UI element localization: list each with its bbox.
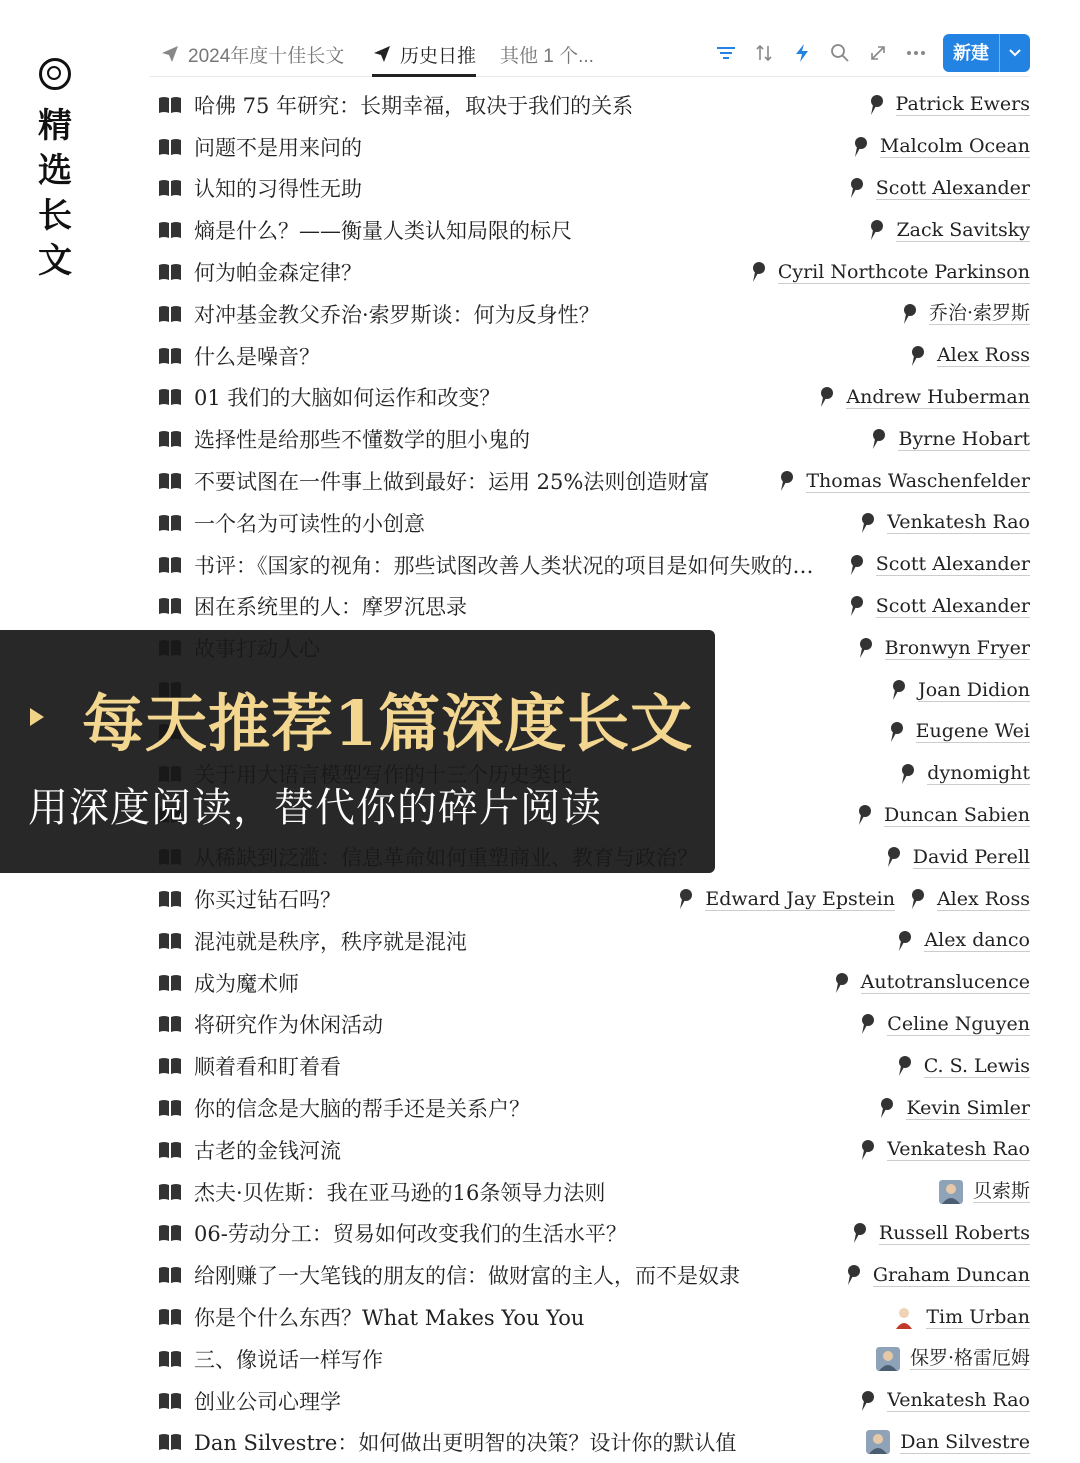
author-name: Zack Savitsky — [896, 219, 1030, 242]
book-icon — [158, 1099, 182, 1117]
person-pin-icon — [890, 679, 906, 701]
author-list — [852, 1430, 1030, 1454]
article-row[interactable] — [158, 335, 1030, 377]
author-tag[interactable] — [896, 929, 1030, 952]
person-pin-icon — [870, 428, 886, 450]
author-list — [874, 720, 1030, 743]
article-row[interactable] — [158, 293, 1030, 335]
book-icon — [158, 221, 182, 239]
author-avatar-icon — [892, 1305, 916, 1329]
book-icon — [158, 597, 182, 615]
person-pin-icon — [878, 1097, 894, 1119]
author-list — [845, 1389, 1030, 1412]
article-row[interactable] — [158, 1045, 1030, 1087]
author-name: Venkatesh Rao — [887, 1138, 1030, 1161]
article-title[interactable]: 书评：《国家的视角：那些试图改善人类状况的项目是如何失败的… — [194, 550, 814, 580]
person-pin-icon — [888, 721, 904, 743]
article-title[interactable]: 06-劳动分工：贸易如何改变我们的生活水平？ — [194, 1218, 627, 1248]
author-list — [845, 511, 1030, 534]
author-name: Edward Jay Epstein — [705, 888, 895, 911]
person-pin-icon — [909, 888, 925, 910]
book-icon — [158, 932, 182, 950]
article-title[interactable]: 一个名为可读性的小创意 — [194, 508, 425, 538]
author-tag[interactable] — [856, 804, 1030, 827]
article-row[interactable] — [158, 1213, 1030, 1255]
article-title[interactable]: 将研究作为休闲活动 — [194, 1009, 383, 1039]
author-tag[interactable] — [859, 1013, 1030, 1036]
author-name: Celine Nguyen — [887, 1013, 1030, 1036]
book-icon — [158, 1308, 182, 1326]
author-tag[interactable] — [901, 302, 1030, 325]
author-name: Scott Alexander — [876, 553, 1030, 576]
person-pin-icon — [857, 637, 873, 659]
author-tag[interactable] — [848, 595, 1030, 618]
article-row[interactable] — [158, 1171, 1030, 1213]
filter-icon[interactable] — [707, 36, 745, 70]
author-tag[interactable] — [845, 1264, 1030, 1287]
tab-top10[interactable] — [160, 34, 344, 74]
article-title[interactable]: 混沌就是秩序，秩序就是混沌 — [194, 926, 467, 956]
article-title[interactable]: 你是个什么东西？What Makes You You — [194, 1302, 584, 1332]
person-pin-icon — [818, 386, 834, 408]
author-tag[interactable] — [878, 1097, 1030, 1120]
person-pin-icon — [885, 846, 901, 868]
author-tag[interactable] — [778, 470, 1030, 493]
person-pin-icon — [859, 1013, 875, 1035]
promo-banner — [0, 630, 715, 873]
article-row[interactable] — [158, 460, 1030, 502]
person-pin-icon — [896, 1055, 912, 1077]
author-name: Scott Alexander — [876, 177, 1030, 200]
article-title[interactable]: 你的信念是大脑的帮手还是关系户？ — [194, 1093, 530, 1123]
author-tag[interactable] — [939, 1180, 1030, 1204]
author-name: Patrick Ewers — [896, 93, 1030, 116]
article-row[interactable] — [158, 126, 1030, 168]
book-icon — [158, 430, 182, 448]
author-list — [862, 1347, 1030, 1371]
author-tag[interactable] — [750, 261, 1030, 284]
book-icon — [158, 556, 182, 574]
author-name: Venkatesh Rao — [887, 1389, 1030, 1412]
author-list — [895, 344, 1030, 367]
author-list — [856, 428, 1030, 451]
banner-subline: 用深度阅读，替代你的碎片阅读 — [28, 776, 602, 833]
article-title[interactable]: 顺着看和盯着看 — [194, 1051, 341, 1081]
play-icon — [30, 708, 44, 726]
book-icon — [158, 1015, 182, 1033]
person-pin-icon — [845, 1264, 861, 1286]
author-tag[interactable] — [868, 219, 1030, 242]
author-tag[interactable] — [909, 888, 1030, 911]
author-list — [882, 929, 1030, 952]
person-pin-icon — [856, 804, 872, 826]
author-list — [837, 1222, 1030, 1245]
author-name: Kevin Simler — [906, 1097, 1030, 1120]
author-list — [663, 888, 1030, 911]
author-name: David Perell — [913, 846, 1030, 869]
author-tag[interactable] — [848, 553, 1030, 576]
article-row[interactable] — [158, 1380, 1030, 1422]
author-name: Venkatesh Rao — [887, 511, 1030, 534]
tab-more[interactable] — [500, 34, 594, 74]
author-list — [854, 93, 1030, 116]
article-row[interactable] — [158, 502, 1030, 544]
article-title[interactable]: 创业公司心理学 — [194, 1386, 341, 1416]
author-tag[interactable] — [899, 762, 1030, 785]
person-pin-icon — [909, 345, 925, 367]
article-title[interactable]: 困在系统里的人：摩罗沉思录 — [194, 591, 467, 621]
side-title-block — [30, 58, 80, 284]
author-tag[interactable] — [833, 971, 1030, 994]
book-icon — [158, 890, 182, 908]
person-pin-icon — [859, 1139, 875, 1161]
author-name: 贝索斯 — [973, 1180, 1030, 1203]
author-list — [887, 302, 1030, 325]
author-name: Autotranslucence — [861, 971, 1030, 994]
book-icon — [158, 472, 182, 490]
author-list — [834, 553, 1030, 576]
author-name: Russell Roberts — [879, 1222, 1030, 1245]
author-list — [882, 1055, 1030, 1078]
person-pin-icon — [852, 136, 868, 158]
article-title[interactable]: 给刚赚了一大笔钱的朋友的信：做财富的主人，而不是奴隶 — [194, 1260, 740, 1290]
article-row[interactable] — [158, 1087, 1030, 1129]
article-title[interactable]: 01 我们的大脑如何运作和改变？ — [194, 382, 500, 412]
author-list — [876, 679, 1030, 702]
author-name: Alex Ross — [937, 888, 1030, 911]
person-pin-icon — [868, 219, 884, 241]
article-title[interactable]: 三、像说话一样写作 — [194, 1344, 383, 1374]
book-icon — [158, 1433, 182, 1451]
author-name: Joan Didion — [918, 679, 1030, 702]
author-tag[interactable] — [896, 1055, 1030, 1078]
article-title[interactable]: 问题不是用来问的 — [194, 132, 362, 162]
author-list — [864, 1097, 1030, 1120]
send-icon — [372, 44, 392, 64]
author-name: Byrne Hobart — [898, 428, 1030, 451]
article-row[interactable] — [158, 251, 1030, 293]
author-tag[interactable] — [868, 93, 1030, 116]
person-pin-icon — [848, 177, 864, 199]
banner-headline: 每天推荐1篇深度长文 — [82, 674, 693, 763]
author-tag[interactable] — [866, 1430, 1030, 1454]
author-tag[interactable] — [677, 888, 895, 911]
author-tag[interactable] — [859, 1138, 1030, 1161]
book-icon — [158, 263, 182, 281]
new-button[interactable] — [943, 34, 1030, 72]
author-tag[interactable] — [885, 846, 1030, 869]
person-pin-icon — [677, 888, 693, 910]
author-tag[interactable] — [818, 386, 1030, 409]
book-icon — [158, 1392, 182, 1410]
author-name: 保罗·格雷厄姆 — [910, 1347, 1030, 1370]
person-pin-icon — [833, 972, 849, 994]
author-list — [854, 219, 1030, 242]
article-row[interactable] — [158, 962, 1030, 1004]
book-icon — [158, 347, 182, 365]
person-pin-icon — [851, 1222, 867, 1244]
article-row[interactable] — [158, 209, 1030, 251]
author-name: 乔治·索罗斯 — [929, 302, 1030, 325]
search-icon[interactable] — [821, 36, 859, 70]
author-name: Duncan Sabien — [884, 804, 1030, 827]
book-icon — [158, 305, 182, 323]
author-name: Andrew Huberman — [846, 386, 1030, 409]
lightning-icon[interactable] — [783, 36, 821, 70]
tab-label: 其他 1 个... — [500, 41, 594, 68]
author-list — [845, 1013, 1030, 1036]
article-title[interactable]: 成为魔术师 — [194, 968, 299, 998]
author-list — [838, 135, 1030, 158]
book-icon — [158, 1057, 182, 1075]
article-row[interactable] — [158, 418, 1030, 460]
book-icon — [158, 974, 182, 992]
article-row[interactable] — [158, 544, 1030, 586]
author-list — [878, 1305, 1030, 1329]
tab-label: 2024年度十佳长文 — [188, 41, 344, 68]
author-list — [834, 595, 1030, 618]
book-icon — [158, 388, 182, 406]
article-row[interactable] — [158, 84, 1030, 126]
author-name: Cyril Northcote Parkinson — [778, 261, 1030, 284]
author-list — [834, 177, 1030, 200]
sort-icon[interactable] — [745, 36, 783, 70]
author-name: Scott Alexander — [876, 595, 1030, 618]
book-icon — [158, 1350, 182, 1368]
person-pin-icon — [896, 930, 912, 952]
article-title[interactable]: 对冲基金教父乔治·索罗斯谈：何为反身性？ — [194, 299, 600, 329]
book-icon — [158, 138, 182, 156]
send-icon — [160, 44, 180, 64]
article-row[interactable] — [158, 1004, 1030, 1046]
article-row[interactable] — [158, 1422, 1030, 1463]
author-tag[interactable] — [870, 428, 1030, 451]
person-pin-icon — [848, 554, 864, 576]
database-toolbar — [150, 26, 1030, 77]
author-list — [845, 1138, 1030, 1161]
author-list — [831, 1264, 1030, 1287]
article-row[interactable] — [158, 878, 1030, 920]
author-tag[interactable] — [892, 1305, 1030, 1329]
author-name: Tim Urban — [926, 1306, 1030, 1329]
author-tag[interactable] — [859, 1389, 1030, 1412]
author-tag[interactable] — [852, 135, 1030, 158]
author-list — [819, 971, 1030, 994]
author-tag[interactable] — [876, 1347, 1030, 1371]
article-row[interactable] — [158, 377, 1030, 419]
article-title[interactable]: 什么是噪音？ — [194, 341, 320, 371]
author-name: Dan Silvestre — [900, 1431, 1030, 1454]
person-pin-icon — [848, 595, 864, 617]
book-icon — [158, 96, 182, 114]
author-name: dynomight — [927, 762, 1030, 785]
article-title[interactable]: Dan Silvestre：如何做出更明智的决策？设计你的默认值 — [194, 1427, 736, 1457]
article-row[interactable] — [158, 920, 1030, 962]
author-name: Thomas Waschenfelder — [806, 470, 1030, 493]
author-list — [736, 261, 1030, 284]
author-name: Alex danco — [924, 929, 1030, 952]
author-list — [925, 1180, 1030, 1204]
more-icon[interactable] — [897, 36, 935, 70]
article-title[interactable]: 不要试图在一件事上做到最好：运用 25%法则创造财富 — [194, 466, 709, 496]
author-list — [885, 762, 1030, 785]
author-tag[interactable] — [890, 679, 1030, 702]
author-list — [804, 386, 1030, 409]
person-pin-icon — [859, 512, 875, 534]
new-button-label: 新建 — [943, 34, 999, 72]
book-icon — [158, 1183, 182, 1201]
article-title[interactable]: 认知的习得性无助 — [194, 173, 362, 203]
author-photo-icon — [866, 1430, 890, 1454]
circle-icon — [39, 58, 71, 90]
chevron-down-icon[interactable] — [999, 34, 1030, 72]
book-icon — [158, 514, 182, 532]
author-list — [764, 470, 1030, 493]
book-icon — [158, 1141, 182, 1159]
toolbar-actions — [707, 34, 1030, 72]
book-icon — [158, 179, 182, 197]
article-row[interactable] — [158, 168, 1030, 210]
author-list — [843, 637, 1030, 660]
author-name: Eugene Wei — [916, 720, 1030, 743]
person-pin-icon — [859, 1390, 875, 1412]
expand-icon[interactable] — [859, 36, 897, 70]
article-title[interactable]: 哈佛 75 年研究：长期幸福，取决于我们的关系 — [194, 90, 633, 120]
author-tag[interactable] — [909, 344, 1030, 367]
article-title[interactable]: 你买过钻石吗？ — [194, 884, 341, 914]
person-pin-icon — [899, 763, 915, 785]
article-title[interactable]: 何为帕金森定律？ — [194, 257, 362, 287]
article-row[interactable] — [158, 1296, 1030, 1338]
person-pin-icon — [778, 470, 794, 492]
article-row[interactable] — [158, 586, 1030, 628]
author-tag[interactable] — [848, 177, 1030, 200]
article-title[interactable]: 熵是什么？——衡量人类认知局限的标尺 — [194, 215, 572, 245]
author-photo-icon — [876, 1347, 900, 1371]
book-icon — [158, 1224, 182, 1242]
person-pin-icon — [750, 261, 766, 283]
author-tag[interactable] — [857, 637, 1030, 660]
person-pin-icon — [901, 303, 917, 325]
author-list — [842, 804, 1030, 827]
author-tag[interactable] — [859, 511, 1030, 534]
author-name: C. S. Lewis — [924, 1055, 1030, 1078]
author-name: Malcolm Ocean — [880, 135, 1030, 158]
author-name: Bronwyn Fryer — [885, 637, 1030, 660]
author-tag[interactable] — [851, 1222, 1030, 1245]
article-row[interactable] — [158, 1338, 1030, 1380]
article-title[interactable]: 选择性是给那些不懂数学的胆小鬼的 — [194, 424, 530, 454]
side-title: 精选长文 — [35, 104, 75, 284]
article-row[interactable] — [158, 1254, 1030, 1296]
tab-label: 历史日推 — [400, 41, 476, 68]
tab-history[interactable] — [372, 34, 476, 77]
article-row[interactable] — [158, 1129, 1030, 1171]
author-photo-icon — [939, 1180, 963, 1204]
article-title[interactable]: 杰夫·贝佐斯：我在亚马逊的16条领导力法则 — [194, 1177, 605, 1207]
author-list — [871, 846, 1030, 869]
article-title[interactable]: 古老的金钱河流 — [194, 1135, 341, 1165]
book-icon — [158, 1266, 182, 1284]
author-tag[interactable] — [888, 720, 1030, 743]
author-name: Graham Duncan — [873, 1264, 1030, 1287]
author-name: Alex Ross — [937, 344, 1030, 367]
person-pin-icon — [868, 94, 884, 116]
